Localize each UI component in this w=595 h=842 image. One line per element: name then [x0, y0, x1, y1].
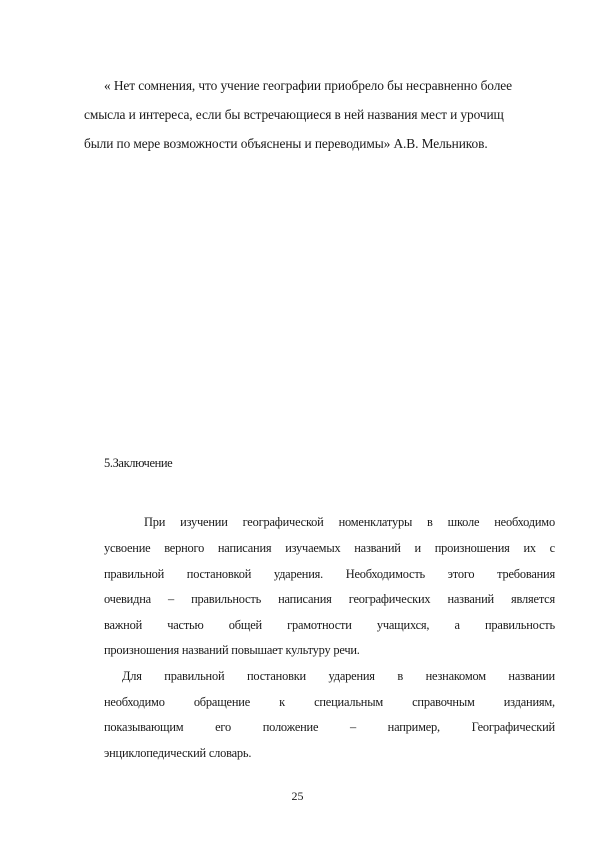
word: правильность: [191, 592, 262, 606]
paragraph-line: энциклопедический словарь.: [104, 746, 252, 760]
word: их: [523, 541, 536, 555]
word: правильной: [164, 669, 225, 683]
word: с: [549, 541, 555, 555]
paragraph-line: [104, 618, 555, 633]
word: усвоение: [104, 541, 151, 555]
quote-line: « Нет сомнения, что учение географии приобрело бы несравненно более: [104, 78, 512, 93]
word: Для: [122, 669, 142, 683]
word: показывающим: [104, 720, 184, 734]
word: и: [414, 541, 421, 555]
word: его: [215, 720, 231, 734]
word: этого: [447, 567, 475, 581]
paragraph-line: [104, 541, 555, 556]
quote-line: смысла и интереса, если бы встречающиеся в ней названия мест и урочищ: [84, 107, 504, 122]
paragraph-line: [144, 515, 555, 530]
word: правильность: [484, 618, 555, 632]
word: географических: [348, 592, 431, 606]
word: написания: [278, 592, 332, 606]
word: названии: [508, 669, 555, 683]
word: номенклатуры: [338, 515, 413, 529]
word: школе: [447, 515, 480, 529]
word: постановкой: [186, 567, 252, 581]
word: частью: [167, 618, 204, 632]
word: изучаемых: [285, 541, 341, 555]
word: в: [427, 515, 433, 529]
word: специальным: [314, 695, 383, 709]
paragraph-line: [104, 695, 555, 710]
page-number: 25: [291, 789, 304, 803]
word: верного: [164, 541, 205, 555]
word: ударения.: [273, 567, 324, 581]
word: необходимо: [104, 695, 165, 709]
word: правильной: [104, 567, 165, 581]
word: ударения: [328, 669, 375, 683]
word: Географический: [471, 720, 555, 734]
word: незнакомом: [425, 669, 486, 683]
paragraph-line: [104, 720, 555, 735]
quote-line: были по мере возможности объяснены и переводимы» А.В. Мельников.: [84, 136, 488, 151]
paragraph-line: [104, 567, 555, 582]
word: необходимо: [494, 515, 555, 529]
word: учащихся,: [376, 618, 430, 632]
word: положение: [262, 720, 319, 734]
paragraph-line: произношения названий повышает культуру речи.: [104, 643, 360, 657]
word: изданиям,: [503, 695, 555, 709]
word: При: [144, 515, 166, 529]
word: грамотности: [287, 618, 352, 632]
word: к: [279, 695, 285, 709]
word: очевидна: [104, 592, 151, 606]
word: названий: [447, 592, 494, 606]
word: постановки: [246, 669, 306, 683]
word: требования: [497, 567, 555, 581]
word: изучении: [180, 515, 228, 529]
word: общей: [228, 618, 262, 632]
paragraph-line: [122, 669, 555, 684]
word: например,: [387, 720, 440, 734]
word: является: [511, 592, 555, 606]
paragraph-line: [104, 592, 555, 607]
word: а: [454, 618, 460, 632]
word: справочным: [412, 695, 475, 709]
word: –: [349, 720, 356, 734]
word: произношения: [434, 541, 510, 555]
word: написания: [217, 541, 272, 555]
word: географической: [242, 515, 324, 529]
word: обращение: [193, 695, 251, 709]
word: в: [397, 669, 404, 683]
word: Необходимость: [345, 567, 425, 581]
section-heading: 5.Заключение: [104, 456, 173, 470]
word: важной: [104, 618, 143, 632]
word: названий: [354, 541, 401, 555]
word: –: [168, 592, 174, 606]
